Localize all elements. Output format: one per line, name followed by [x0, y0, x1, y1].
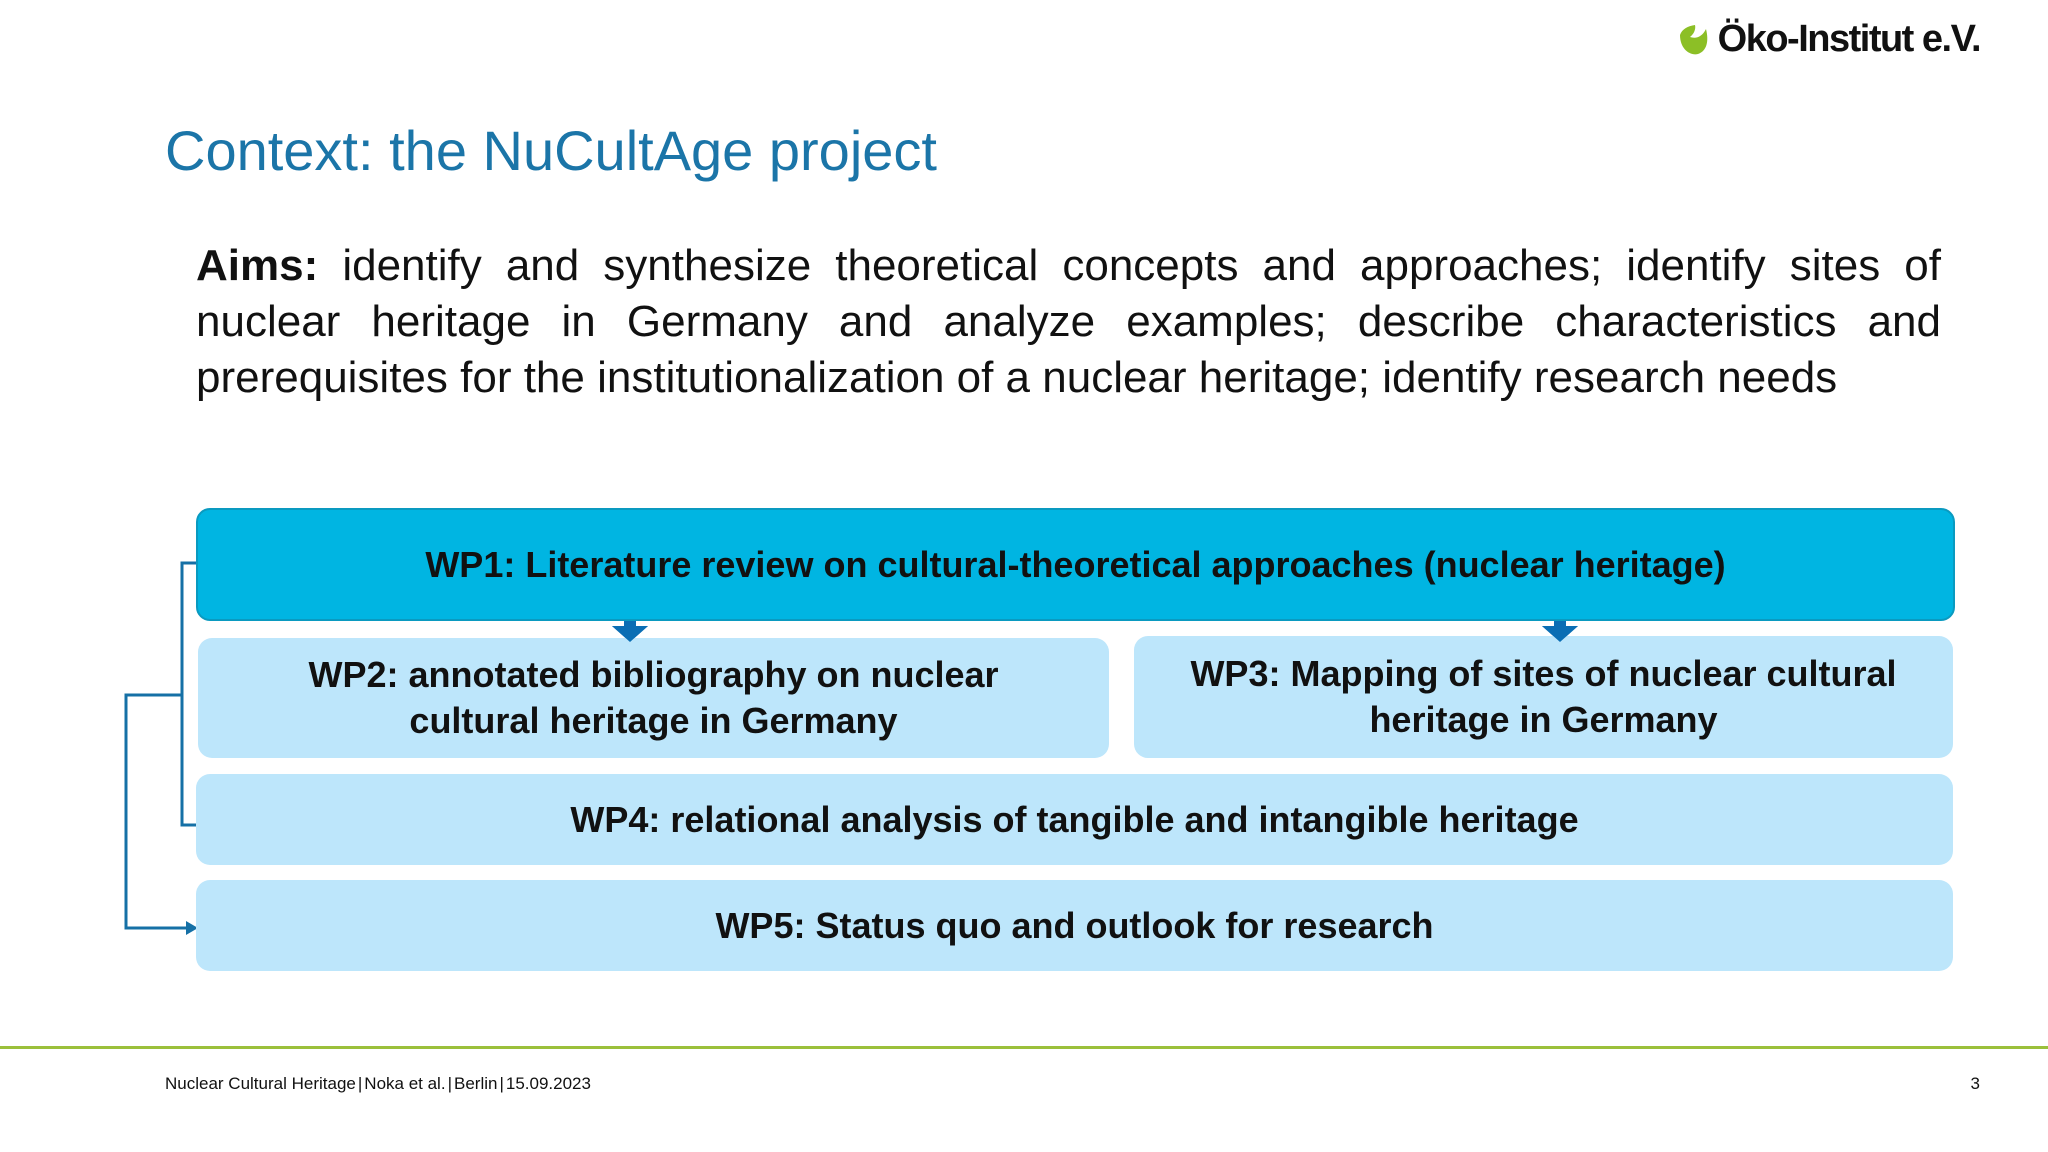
connector-wp1-wp4: [182, 563, 196, 825]
slide-title: Context: the NuCultAge project: [165, 119, 937, 182]
footer-date: 15.09.2023: [505, 1074, 591, 1093]
footer-topic: Nuclear Cultural Heritage: [165, 1074, 356, 1093]
wp4-box: [196, 774, 1953, 865]
wp2-label: WP2: annotated bibliography on nuclear cultural heritage in Germany: [308, 654, 999, 741]
wp3-label: WP3: Mapping of sites of nuclear cultural heritage in Germany: [1190, 653, 1897, 740]
logo-text: Öko-Institut e.V.: [1717, 18, 1980, 60]
aims-label: Aims:: [196, 241, 319, 290]
wp1-box: [196, 508, 1955, 621]
footer-divider: [0, 1046, 2048, 1049]
footer-authors: Noka et al.: [364, 1074, 446, 1093]
wp2-box: [198, 638, 1109, 758]
connector-to-wp5: [126, 695, 188, 928]
page-number: 3: [1970, 1074, 1980, 1093]
wp5-label: WP5: Status quo and outlook for research: [715, 904, 1434, 946]
aims-text: identify and synthesize theoretical concepts and approaches; identify sites of nuclear heritage in Germany and analyze examples; describe characteristics and prerequisites for the institutionalization of a nuclear heritage; identify research needs: [196, 241, 1941, 402]
wp4-label: WP4: relational analysis of tangible and intangible heritage: [570, 798, 1579, 840]
footer-separator: |: [447, 1074, 452, 1093]
footer-separator: |: [499, 1074, 504, 1093]
footer-info: [165, 1074, 591, 1094]
wp3-box: [1134, 636, 1953, 758]
footer-separator: |: [357, 1074, 363, 1093]
wp5-box: [196, 880, 1953, 971]
footer-place: Berlin: [453, 1074, 498, 1093]
wp1-label: WP1: Literature review on cultural-theoretical approaches (nuclear heritage): [425, 543, 1726, 585]
